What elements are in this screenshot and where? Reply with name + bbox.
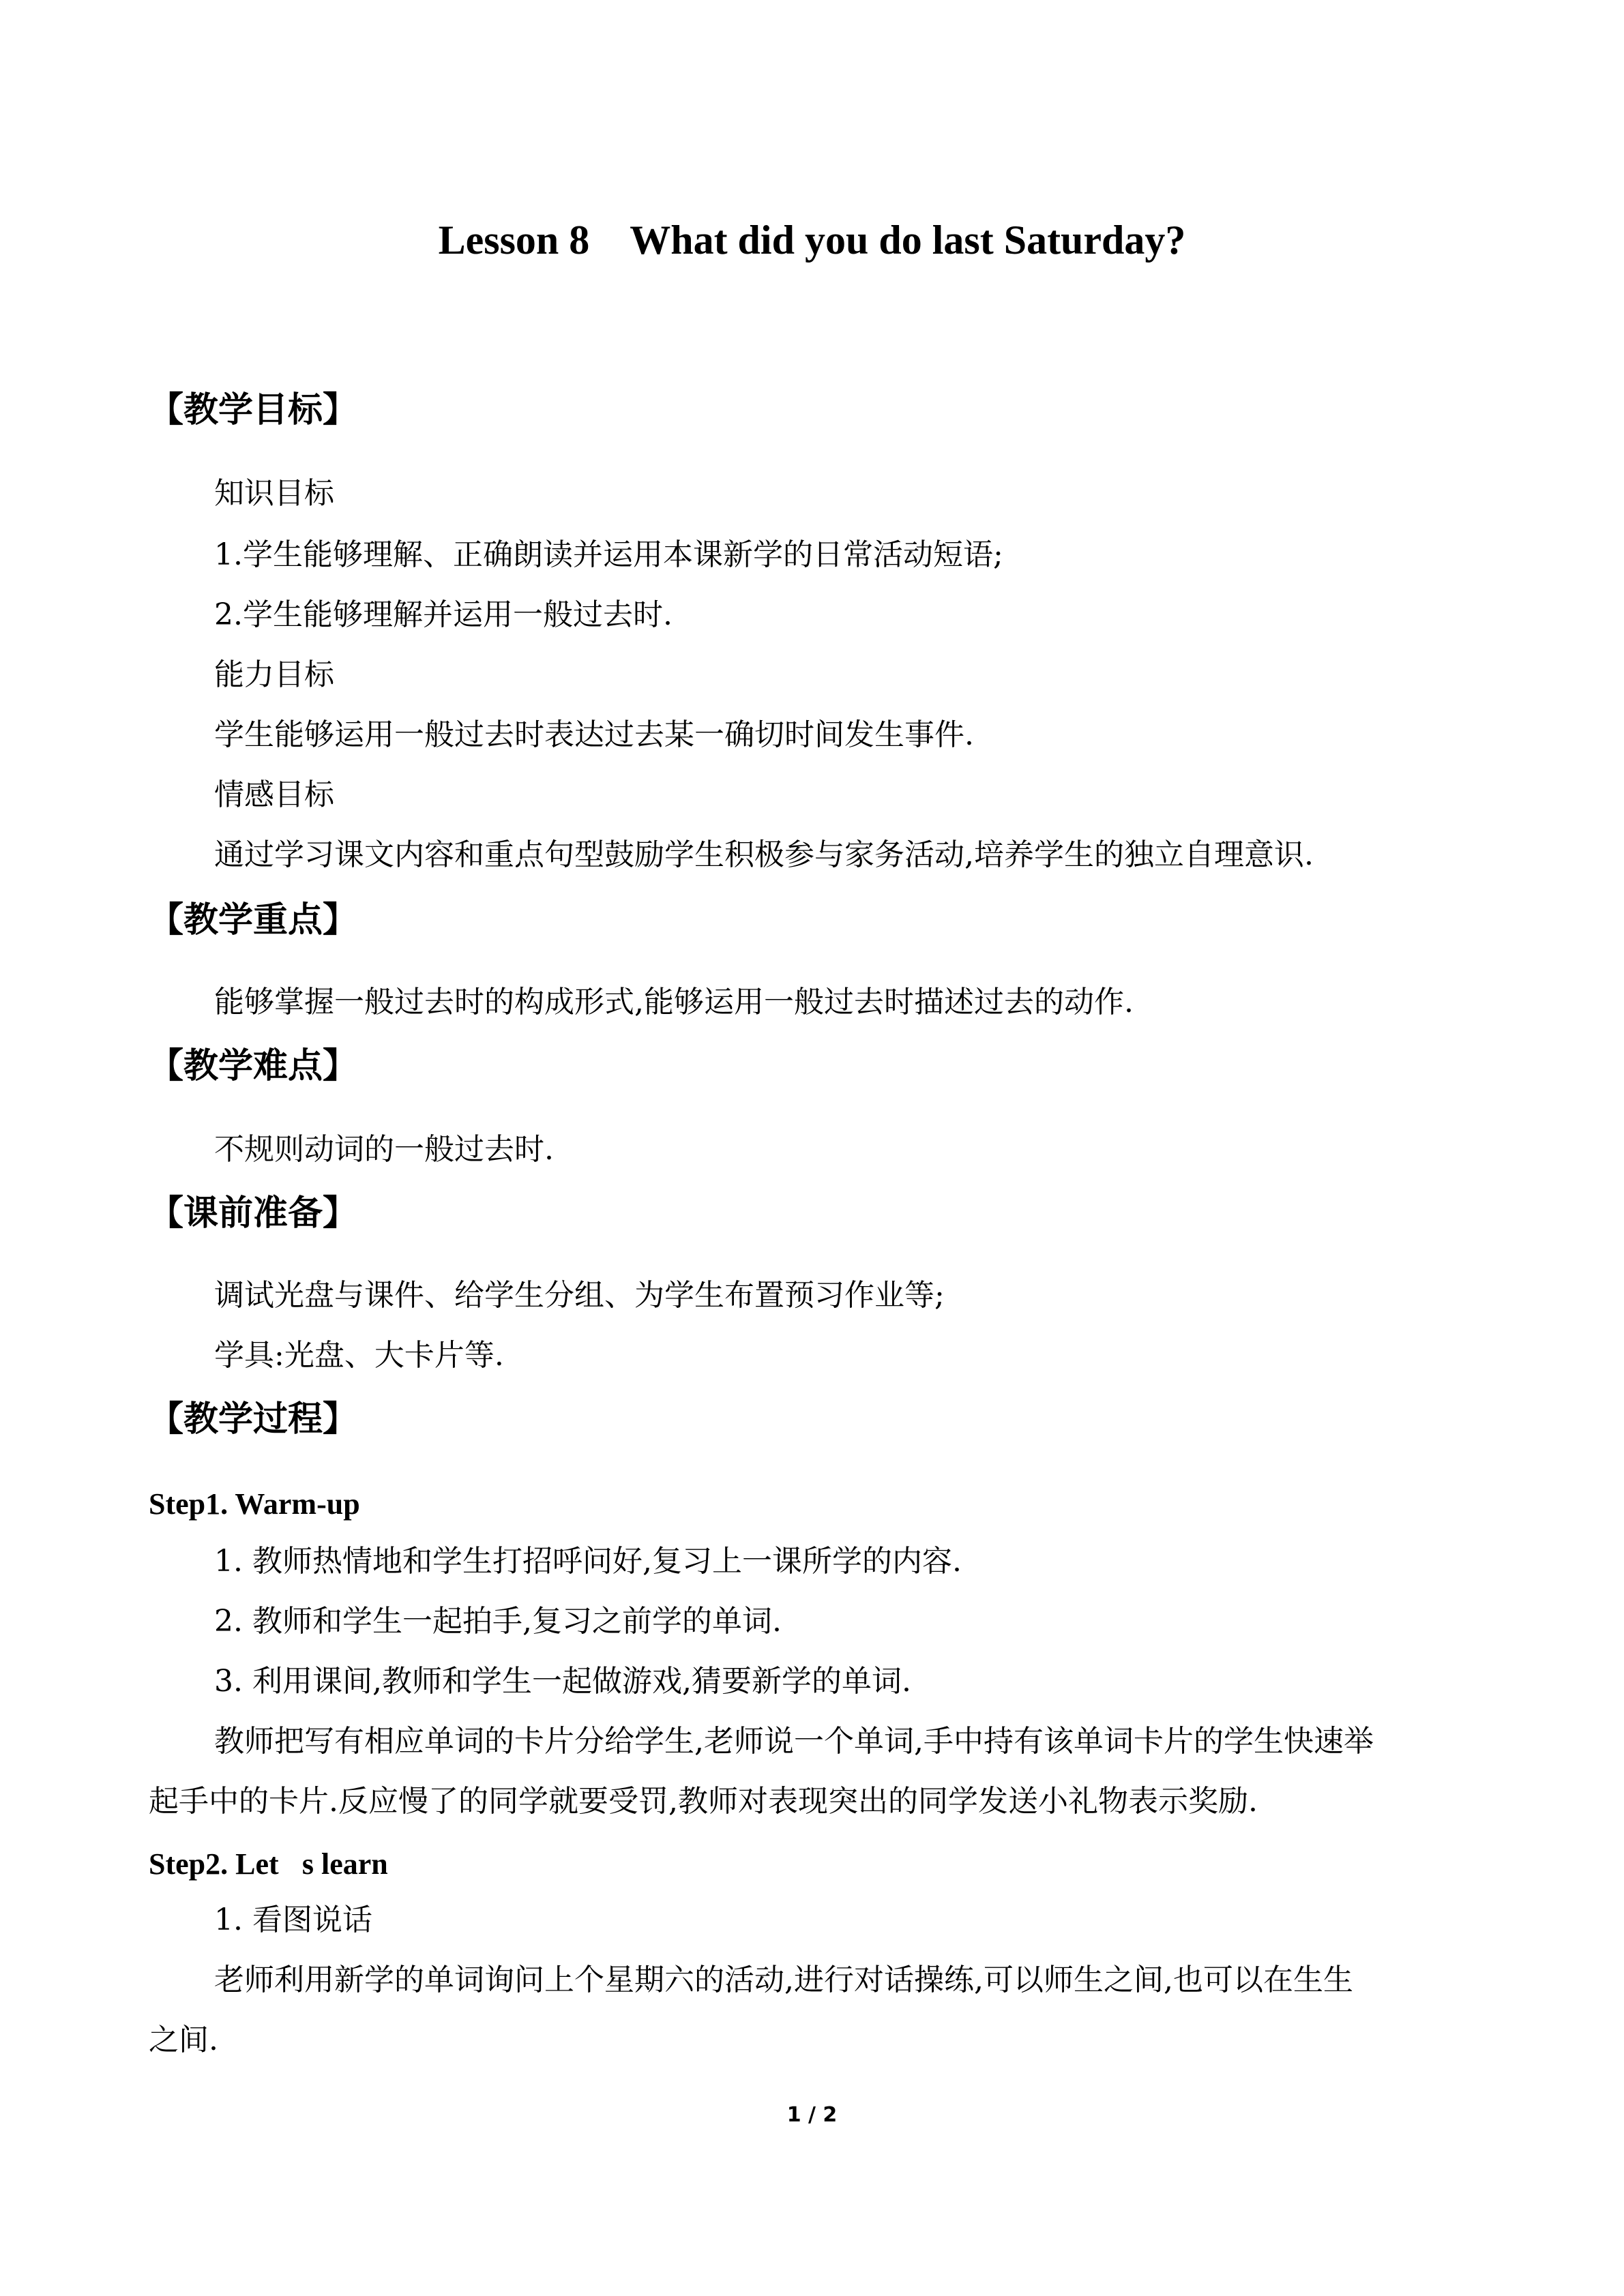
emotion-objective-text: 通过学习课文内容和重点句型鼓励学生积极参与家务活动,培养学生的独立自理意识. — [214, 837, 1314, 872]
page-number: 1 / 2 — [786, 2103, 838, 2127]
preparation-heading: 【课前准备】 — [149, 1193, 358, 1234]
key-points-text: 能够掌握一般过去时的构成形式,能够运用一般过去时描述过去的动作. — [214, 985, 1134, 1019]
step2-paragraph-line-2: 之间. — [149, 2023, 218, 2057]
emotion-objective-label: 情感目标 — [214, 777, 334, 812]
knowledge-objective-label: 知识目标 — [214, 476, 334, 511]
step1-title: Step1. Warm-up — [149, 1487, 360, 1521]
knowledge-objective-1: 1.学生能够理解、正确朗读并运用本课新学的日常活动短语; — [214, 537, 1003, 572]
ability-objective-label: 能力目标 — [214, 657, 334, 692]
preparation-line-1: 调试光盘与课件、给学生分组、为学生布置预习作业等; — [214, 1278, 945, 1313]
knowledge-objective-2: 2.学生能够理解并运用一般过去时. — [214, 597, 673, 632]
difficulties-text: 不规则动词的一般过去时. — [214, 1132, 554, 1167]
process-heading: 【教学过程】 — [149, 1399, 358, 1440]
step1-paragraph-line-1: 教师把写有相应单词的卡片分给学生,老师说一个单词,手中持有该单词卡片的学生快速举 — [214, 1724, 1374, 1759]
document-title: Lesson 8 What did you do last Saturday? — [438, 218, 1186, 263]
step1-item-3: 3. 利用课间,教师和学生一起做游戏,猜要新学的单词. — [214, 1664, 911, 1699]
step1-paragraph-line-2: 起手中的卡片.反应慢了的同学就要受罚,教师对表现突出的同学发送小礼物表示奖励. — [149, 1784, 1258, 1819]
ability-objective-text: 学生能够运用一般过去时表达过去某一确切时间发生事件. — [214, 717, 974, 752]
step2-title: Step2. Let s learn — [149, 1847, 372, 1881]
difficulties-heading: 【教学难点】 — [149, 1046, 358, 1086]
objectives-heading: 【教学目标】 — [149, 390, 358, 430]
step2-item-1: 1. 看图说话 — [214, 1903, 372, 1937]
step2-paragraph-line-1: 老师利用新学的单词询问上个星期六的活动,进行对话操练,可以师生之间,也可以在生生 — [214, 1963, 1353, 1997]
step1-item-2: 2. 教师和学生一起拍手,复习之前学的单词. — [214, 1604, 782, 1639]
step1-item-1: 1. 教师热情地和学生打招呼问好,复习上一课所学的内容. — [214, 1544, 962, 1579]
key-points-heading: 【教学重点】 — [149, 900, 358, 940]
preparation-line-2: 学具:光盘、大卡片等. — [214, 1338, 504, 1373]
